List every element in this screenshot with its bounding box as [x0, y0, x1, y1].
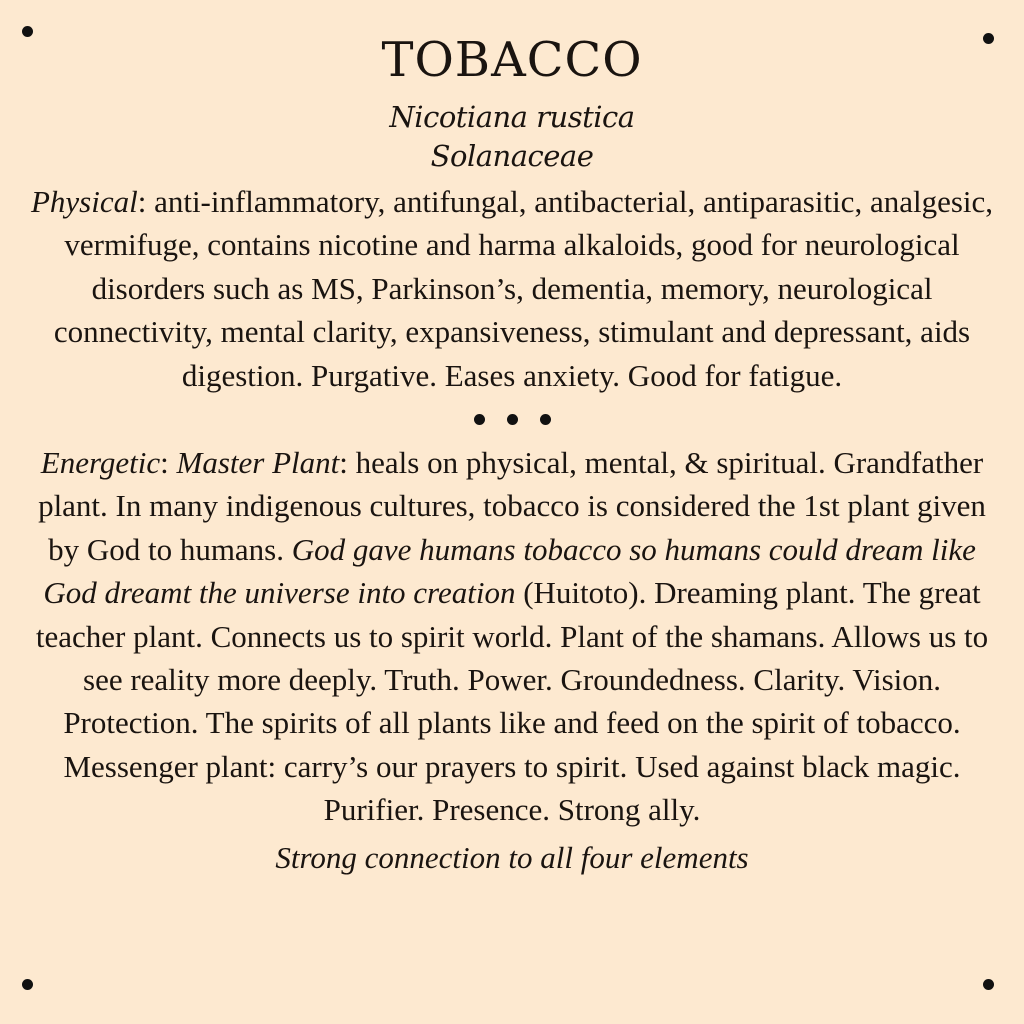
species-name: Nicotiana rustica [389, 100, 635, 134]
master-plant-label: Master Plant [176, 445, 340, 481]
energetic-colon: : [160, 445, 177, 481]
energetic-text-1: : heals on physical, mental, & spiritual. Grandfather plant. In many indigenous cultures, tobacco is considered the 1st plant given by God to humans. [38, 445, 986, 567]
separator-dot-icon [507, 414, 518, 425]
energetic-text-2: (Huitoto). Dreaming plant. The great teacher plant. Connects us to spirit world. Plant of the shamans. Allows us to see reality more deeply. Truth. Power. Groundedness. Clarity. Vision. Protection. The spirits of all plants like and feed on the spirit of tobacco. Messenger plant: carry’s our prayers to spirit. Used against black magic. Purifier. Presence. Strong ally. [35, 575, 989, 828]
footer-note: Strong connection to all four elements [275, 839, 749, 875]
physical-text: : anti-inflammatory, antifungal, antibacterial, antiparasitic, analgesic, vermifuge, contains nicotine and harma alkaloids, good for neurological disorders such as MS, Parkinson’s, dementia, memory, neurological connectivity, mental clarity, expansiveness, stimulant and depressant, aids digestion. Purgative. Eases anxiety. Good for fatigue. [53, 184, 994, 393]
huitoto-quote: God gave humans tobacco so humans could dream like God dreamt the universe into creation [43, 531, 976, 611]
plant-card [20, 30, 1004, 879]
corner-dot-icon [983, 979, 994, 990]
corner-dot-icon [22, 979, 33, 990]
physical-label: Physical [30, 184, 138, 219]
physical-section [20, 180, 1004, 397]
separator-dot-icon [474, 414, 485, 425]
section-separator [20, 397, 1004, 441]
family-name: Solanaceae [430, 139, 594, 173]
energetic-section [20, 441, 1004, 832]
page-title: TOBACCO [381, 32, 643, 88]
separator-dot-icon [540, 414, 551, 425]
energetic-label: Energetic [40, 445, 161, 481]
